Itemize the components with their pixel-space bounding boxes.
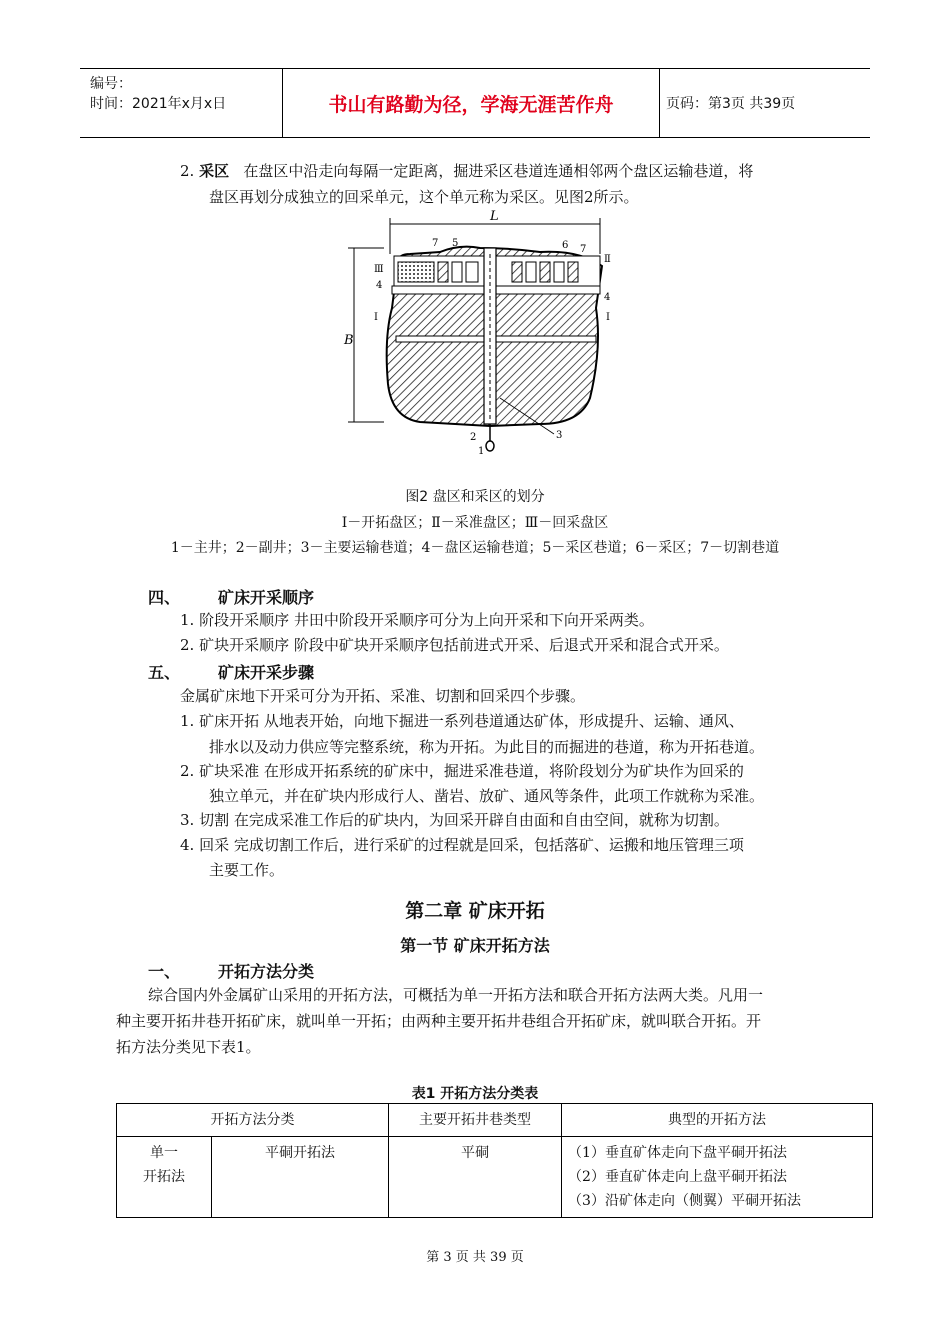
sec5-item-4-text: 回采 完成切割工作后，进行采矿的过程就是回采，包括落矿、运搬和地压管理三项 (199, 836, 744, 854)
sec4-num: 四、 (148, 588, 181, 607)
table-cell-subcategory: 平硐开拓法 (212, 1137, 389, 1218)
sub-heading (148, 959, 314, 982)
sec5-item-3 (180, 809, 729, 830)
fig-label-1: 1 (478, 446, 485, 457)
sec5-item-1 (180, 710, 744, 731)
fig-label-Ia: Ⅰ (374, 312, 378, 323)
category-line1: 单一 (150, 1145, 178, 1161)
section2-text: 在盘区中沿走向每隔一定距离，掘进采区巷道连通相邻两个盘区运输巷道，将 (243, 162, 754, 180)
sec5-item-2 (180, 760, 744, 781)
figure-legend-items: 1－主井；2－副井；3－主要运输巷道；4－盘区运输巷道；5－采区巷道；6－采区；7－切割巷道 (170, 540, 780, 556)
table-cell-category (117, 1137, 212, 1218)
page-header (80, 68, 870, 138)
sec4-item-2 (180, 634, 729, 655)
sec5-item-3-num: 3. (180, 811, 195, 829)
mining-panel-diagram (340, 208, 620, 460)
sub-heading-title: 开拓方法分类 (218, 962, 315, 981)
chapter-para-line3: 拓方法分类见下表1。 (116, 1038, 261, 1056)
header-motto: 书山有路勤为径，学海无涯苦作舟 (283, 69, 660, 137)
sec4-item-2-text: 矿块开采顺序 阶段中矿块开采顺序包括前进式开采、后退式开采和混合式开采。 (199, 636, 729, 654)
header-page-label: 页码：第3页 共39页 (666, 96, 796, 112)
fig-label-7b: 7 (580, 244, 587, 255)
fig-label-4a: 4 (376, 280, 383, 291)
section2-term: 采区 (199, 162, 230, 180)
dimension-B-label: B (344, 333, 354, 348)
fig-label-3: 3 (556, 430, 563, 441)
sec5-item-2-text: 矿块采准 在形成开拓系统的矿床中，掘进采准巷道，将阶段划分为矿块作为回采的 (199, 762, 744, 780)
sec5-item-1-num: 1. (180, 712, 195, 730)
sec4-item-1-num: 1. (180, 611, 195, 629)
sec5-item-2-num: 2. (180, 762, 195, 780)
method-item: （3）沿矿体走向（侧翼）平硐开拓法 (568, 1193, 801, 1209)
dimension-L-label: L (490, 209, 499, 224)
chapter-para-line1: 综合国内外金属矿山采用的开拓方法，可概括为单一开拓方法和联合开拓方法两大类。凡用一 (148, 986, 764, 1004)
doc-date-label: 时间：2021年x月x日 (90, 96, 227, 112)
sec5-heading (148, 660, 314, 683)
section-title: 第一节 矿床开拓方法 (400, 936, 550, 955)
sec4-item-1-text: 阶段开采顺序 井田中阶段开采顺序可分为上向开采和下向开采两类。 (199, 611, 654, 629)
chapter-para-line2: 种主要开拓井巷开拓矿床，就叫单一开拓；由两种主要开拓井巷组合开拓矿床，就叫联合开拓。开 (116, 1012, 762, 1030)
fig-label-Ib: Ⅰ (606, 312, 610, 323)
sec4-item-1 (180, 609, 654, 630)
table-row (117, 1137, 873, 1218)
figure-legend-panels: Ⅰ－开拓盘区；Ⅱ－采准盘区；Ⅲ－回采盘区 (341, 515, 609, 531)
table-header-cell: 典型的开拓方法 (562, 1104, 873, 1137)
fig-label-III: Ⅲ (374, 264, 384, 275)
sub-heading-num: 一、 (148, 962, 181, 981)
table-cell-methods (562, 1137, 873, 1218)
fig-label-II: Ⅱ (604, 254, 611, 265)
figure-caption: 图2 盘区和采区的划分 (405, 489, 545, 505)
table-caption: 表1 开拓方法分类表 (411, 1086, 539, 1102)
section2-line1 (180, 160, 753, 181)
sec5-item-3-text: 切割 在完成采准工作后的矿块内，为回采开辟自由面和自由空间，就称为切割。 (199, 811, 729, 829)
method-item: （2）垂直矿体走向上盘平硐开拓法 (568, 1169, 787, 1185)
sec5-item-4-cont: 主要工作。 (209, 861, 285, 879)
sec5-item-4 (180, 834, 744, 855)
fig-label-7a: 7 (432, 238, 439, 249)
table-header-cell: 开拓方法分类 (117, 1104, 389, 1137)
section2-num: 2. (180, 162, 195, 180)
doc-number-label: 编号： (90, 76, 132, 92)
page-footer: 第 3 页 共 39 页 (426, 1250, 524, 1265)
fig-label-2: 2 (470, 432, 477, 443)
sec4-heading (148, 585, 314, 608)
table-header-row (117, 1104, 873, 1137)
sec5-item-1-text: 矿床开拓 从地表开始，向地下掘进一系列巷道通达矿体，形成提升、运输、通风、 (199, 712, 744, 730)
sec5-intro: 金属矿床地下开采可分为开拓、采准、切割和回采四个步骤。 (180, 687, 586, 705)
sec5-title: 矿床开采步骤 (218, 663, 315, 682)
section2-line2: 盘区再划分成独立的回采单元，这个单元称为采区。见图2所示。 (209, 188, 639, 206)
sec4-item-2-num: 2. (180, 636, 195, 654)
sec5-item-4-num: 4. (180, 836, 195, 854)
fig-label-4b: 4 (604, 292, 611, 303)
category-line2: 开拓法 (143, 1169, 185, 1185)
sec4-title: 矿床开采顺序 (218, 588, 315, 607)
table-header-cell: 主要开拓井巷类型 (389, 1104, 562, 1137)
method-item: （1）垂直矿体走向下盘平硐开拓法 (568, 1145, 787, 1161)
sec5-item-2-cont: 独立单元，并在矿块内形成行人、凿岩、放矿、通风等条件，此项工作就称为采准。 (209, 787, 765, 805)
sec5-item-1-cont: 排水以及动力供应等完整系统，称为开拓。为此目的而掘进的巷道，称为开拓巷道。 (209, 738, 765, 756)
chapter-title: 第二章 矿床开拓 (405, 900, 545, 922)
table-cell-type: 平硐 (389, 1137, 562, 1218)
header-meta-cell (80, 69, 283, 137)
methods-table (116, 1103, 873, 1218)
sec5-num: 五、 (148, 663, 181, 682)
fig-label-6: 6 (562, 240, 569, 251)
fig-label-5: 5 (452, 238, 459, 249)
